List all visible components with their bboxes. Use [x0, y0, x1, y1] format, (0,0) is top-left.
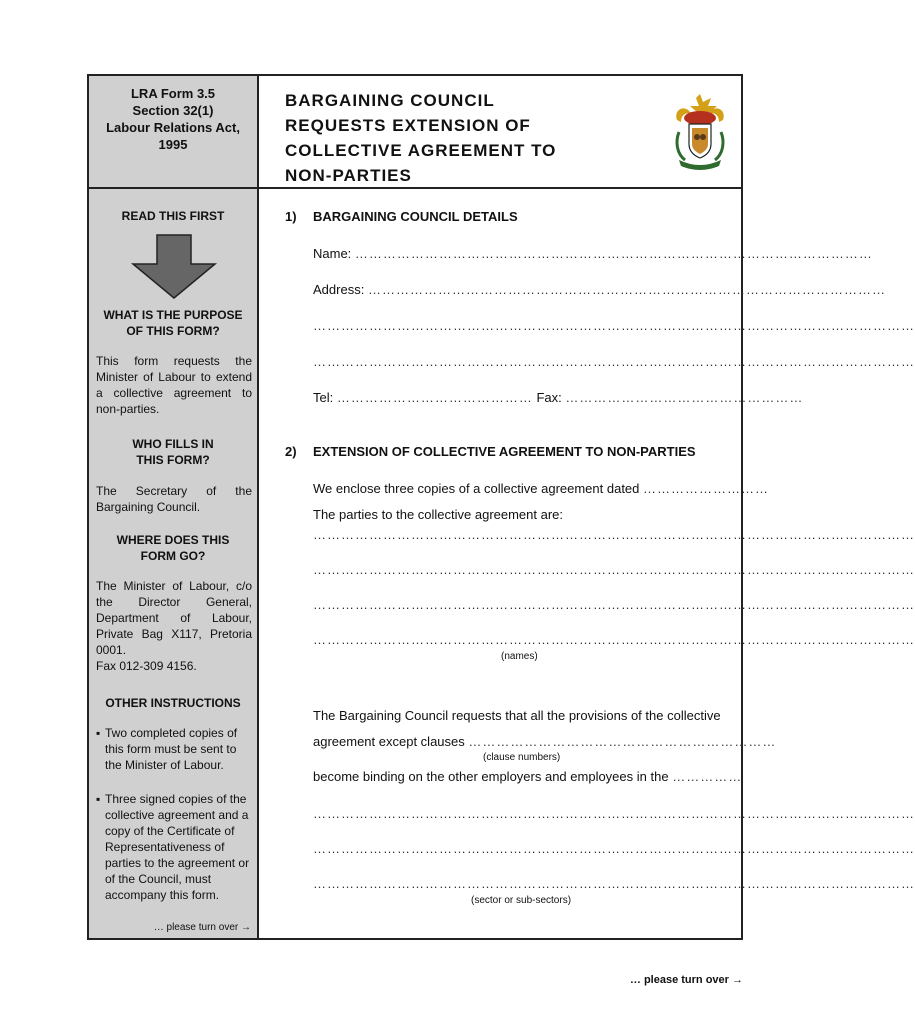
section-1-number: 1) — [285, 209, 297, 224]
instruction-item: ▪ Three signed copies of the collective agreement and a copy of the Certificate of Representativeness of parties to the agreement or of the Council, must accompany this form. — [96, 792, 250, 902]
who-text: The Secretary of the Bargaining Council. — [96, 484, 252, 514]
name-field[interactable]: Name: ………………………………………………………………………………………………… — [313, 246, 873, 261]
form-act-year: 1995 — [158, 137, 188, 152]
parties-line-3[interactable]: ………………………………………………………………………………………………………………… — [313, 597, 915, 612]
sector-line-2[interactable]: ………………………………………………………………………………………………………………… — [313, 841, 915, 856]
section-2-number: 2) — [285, 444, 297, 459]
address-line-3[interactable]: ………………………………………………………………………………………………………………… — [313, 354, 915, 369]
title-line-4: NON-PARTIES — [285, 166, 412, 185]
coat-of-arms-icon — [667, 90, 733, 174]
sector-line-3[interactable]: ………………………………………………………………………………………………………………… — [313, 876, 915, 891]
form-title-panel — [259, 76, 741, 189]
tel-fax-row — [313, 390, 804, 405]
section-2-title: EXTENSION OF COLLECTIVE AGREEMENT TO NON-PARTIES — [313, 444, 696, 459]
tel-field[interactable]: Tel: …………………………………… — [313, 390, 533, 405]
sidebar-turn-over: … please turn over → — [153, 922, 251, 933]
purpose-text: This form requests the Minister of Labour to extend a collective agreement to non-parties. — [96, 354, 252, 416]
binding-field[interactable]: become binding on the other employers and employees in the …………… — [313, 769, 743, 784]
names-caption: (names) — [501, 651, 538, 662]
sector-line-1[interactable]: ………………………………………………………………………………………………………………… — [313, 806, 915, 821]
except-clauses-field[interactable]: agreement except clauses ………………………………………………………… — [313, 734, 777, 749]
form-reference-panel — [89, 76, 259, 189]
where-heading: WHERE DOES THIS FORM GO? — [116, 533, 230, 563]
address-field[interactable]: Address: ………………………………………………………………………………………………… — [313, 282, 886, 297]
form-number: LRA Form 3.5 — [130, 86, 216, 101]
fax-field[interactable]: Fax: …………………………………………… — [536, 390, 804, 405]
instructions-sidebar — [89, 189, 259, 938]
form-frame — [87, 74, 915, 940]
who-heading: WHO FILLS IN THIS FORM? — [132, 437, 214, 467]
title-line-1: BARGAINING COUNCIL — [285, 91, 495, 110]
other-instructions-heading: OTHER INSTRUCTIONS — [105, 696, 241, 710]
where-text — [96, 578, 252, 674]
instruction-item: ▪ Two completed copies of this form must be sent to the Minister of Labour. — [96, 726, 238, 772]
bullet-icon: ▪ — [96, 726, 101, 740]
form-body — [259, 189, 915, 938]
where-address: The Minister of Labour, c/o the Director General, Department of Labour, Private Bag X117, Pretoria 0001. — [96, 579, 252, 657]
request-text: The Bargaining Council requests that all the provisions of the collective — [313, 708, 721, 723]
bullet-icon: ▪ — [96, 792, 101, 806]
parties-label: The parties to the collective agreement are: — [313, 507, 564, 522]
title-line-3: COLLECTIVE AGREEMENT TO — [285, 141, 557, 160]
parties-line-1[interactable]: ………………………………………………………………………………………………………………… — [313, 527, 915, 542]
clause-numbers-caption: (clause numbers) — [483, 752, 561, 763]
where-fax: Fax 012-309 4156. — [96, 659, 197, 673]
title-line-2: REQUESTS EXTENSION OF — [285, 116, 531, 135]
purpose-heading: WHAT IS THE PURPOSE OF THIS FORM? — [103, 308, 243, 338]
page-title — [285, 88, 556, 188]
address-line-2[interactable]: ………………………………………………………………………………………………………………… — [313, 318, 915, 333]
parties-line-2[interactable]: ………………………………………………………………………………………………………………… — [313, 562, 915, 577]
agreement-date-field[interactable]: We enclose three copies of a collective agreement dated ……………………… — [313, 481, 770, 496]
section-1-title: BARGAINING COUNCIL DETAILS — [313, 209, 518, 224]
form-section: Section 32(1) — [132, 103, 214, 118]
down-arrow-icon — [131, 234, 217, 300]
sector-caption: (sector or sub-sectors) — [471, 895, 572, 906]
parties-line-4[interactable]: ………………………………………………………………………………………………………………… — [313, 632, 915, 647]
read-first-heading: READ THIS FIRST — [121, 209, 225, 223]
page-turn-over: … please turn over → — [629, 974, 743, 986]
form-act: Labour Relations Act, — [106, 120, 240, 135]
